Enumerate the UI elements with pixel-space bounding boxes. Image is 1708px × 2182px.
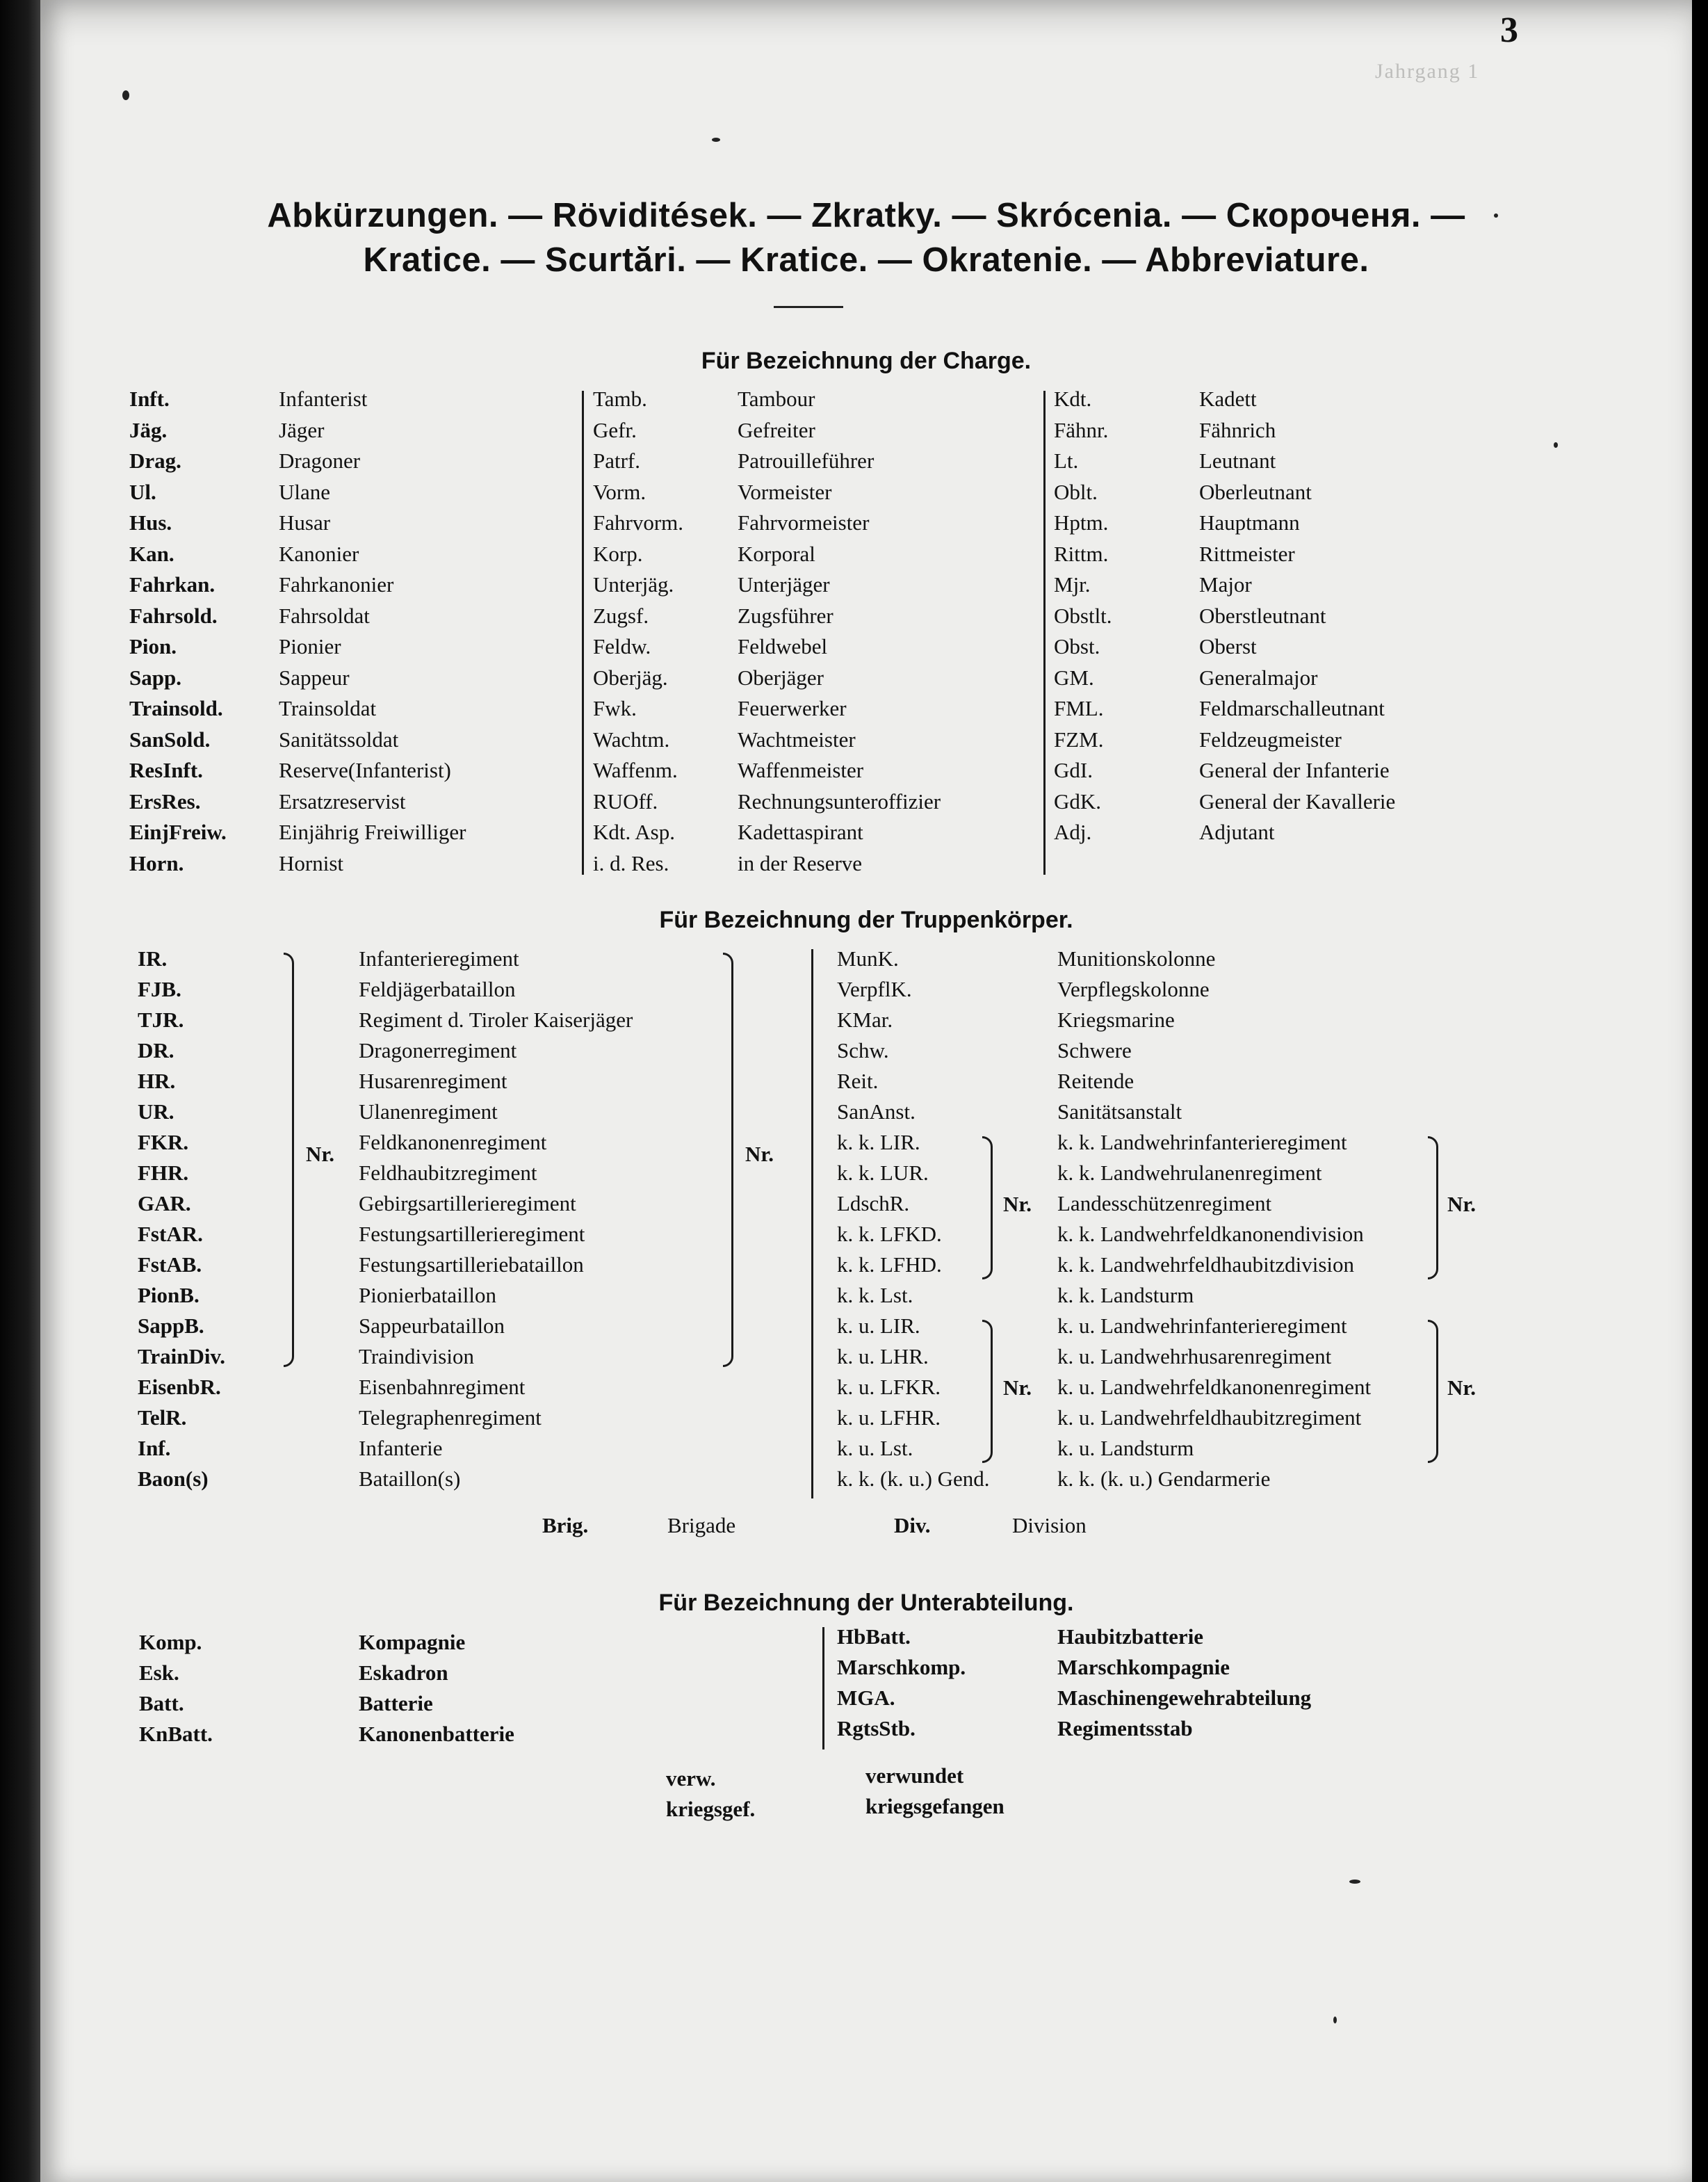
list-item: k. k. (k. u.) Gendarmerie: [1057, 1466, 1271, 1491]
sub-divider: [822, 1627, 824, 1749]
sub-right-meaning: [1057, 1622, 1311, 1744]
list-item: Vormeister: [738, 479, 832, 504]
troops-right-meaning: [1057, 944, 1371, 1494]
scan-speck: [1554, 442, 1558, 448]
list-item: Fahrvormeister: [738, 510, 870, 535]
list-item: k. k. Landwehrfeldkanonendivision: [1057, 1222, 1364, 1246]
list-item: Fahrkan.: [129, 572, 215, 597]
list-item: SanSold.: [129, 727, 211, 752]
list-item: Korp.: [593, 541, 643, 566]
list-item: Feldzeugmeister: [1199, 727, 1342, 752]
list-item: k. k. Landwehrinfanterieregiment: [1057, 1130, 1347, 1154]
charge-col2-abbr: [593, 384, 683, 879]
troops-right-abbr: [837, 944, 990, 1494]
list-item: FZM.: [1054, 727, 1104, 752]
scan-speck: [1349, 1880, 1360, 1884]
list-item: ErsRes.: [129, 789, 201, 814]
troops-mid-nr: Nr.: [745, 1142, 774, 1166]
list-item: Infanterist: [279, 387, 368, 411]
list-item: k. k. LFHD.: [837, 1252, 942, 1277]
list-item: Kriegsmarine: [1057, 1008, 1175, 1032]
list-item: k. u. Landwehrinfanterieregiment: [1057, 1314, 1347, 1338]
troops-lu-brace: [982, 1320, 993, 1463]
list-item: Leutnant: [1199, 448, 1276, 473]
list-item: Einjährig Freiwilliger: [279, 820, 466, 844]
list-item: Marschkomp.: [837, 1655, 966, 1679]
list-item: Komp.: [139, 1630, 202, 1654]
list-item: PionB.: [138, 1283, 200, 1307]
list-item: Waffenm.: [593, 758, 678, 782]
list-item: DR.: [138, 1038, 174, 1062]
list-item: HbBatt.: [837, 1624, 911, 1649]
list-item: Sapp.: [129, 665, 181, 690]
list-item: FKR.: [138, 1130, 189, 1154]
list-item: SappB.: [138, 1314, 204, 1338]
troops-rk-nr: Nr.: [1447, 1192, 1477, 1216]
list-item: Ersatzreservist: [279, 789, 406, 814]
list-item: Zugsführer: [738, 603, 833, 628]
sub-right-abbr: [837, 1622, 966, 1744]
list-item: Horn.: [129, 850, 184, 875]
troops-ru-brace: [1428, 1320, 1438, 1463]
list-item: Adj.: [1054, 820, 1092, 844]
brig-meaning: Brigade: [667, 1513, 736, 1537]
list-item: Patrouilleführer: [738, 448, 875, 473]
list-item: Munitionskolonne: [1057, 946, 1216, 971]
list-item: Kadett: [1199, 387, 1257, 411]
list-item: k. u. Lst.: [837, 1436, 913, 1460]
list-item: GdK.: [1054, 789, 1102, 814]
list-item: Korporal: [738, 541, 815, 566]
page-number: 3: [1500, 10, 1518, 50]
list-item: Kadettaspirant: [738, 820, 863, 844]
list-item: k. k. LIR.: [837, 1130, 920, 1154]
charge-col3-abbr: [1054, 384, 1112, 848]
list-item: General der Kavallerie: [1199, 789, 1396, 814]
list-item: Feldhaubitzregiment: [359, 1161, 537, 1185]
list-item: GM.: [1054, 665, 1094, 690]
list-item: IR.: [138, 946, 168, 971]
sub-extra-meaning: [865, 1761, 1005, 1822]
list-item: TrainDiv.: [138, 1344, 226, 1368]
list-item: FJB.: [138, 977, 181, 1001]
list-item: k. u. Landwehrhusarenregiment: [1057, 1344, 1332, 1368]
list-item: verw.: [666, 1766, 716, 1791]
list-item: Fahrkanonier: [279, 572, 394, 597]
list-item: k. k. LUR.: [837, 1161, 929, 1185]
troops-lk-brace: [982, 1136, 993, 1279]
list-item: Esk.: [139, 1660, 179, 1685]
troops-left-brace: [284, 953, 294, 1367]
list-item: Pionierbataillon: [359, 1283, 497, 1307]
list-item: k. k. Lst.: [837, 1283, 913, 1307]
list-item: Schwere: [1057, 1038, 1132, 1062]
list-item: k. u. LFHR.: [837, 1405, 941, 1430]
list-item: Wachtm.: [593, 727, 670, 752]
scan-speck: [1494, 213, 1498, 218]
list-item: Sappeur: [279, 665, 350, 690]
list-item: SanAnst.: [837, 1099, 916, 1124]
list-item: Telegraphenregiment: [359, 1405, 542, 1430]
list-item: Maschinengewehrabteilung: [1057, 1686, 1312, 1710]
list-item: Landesschützenregiment: [1057, 1191, 1272, 1215]
list-item: k. k. Landsturm: [1057, 1283, 1194, 1307]
troops-mid-brace: [723, 953, 733, 1367]
list-item: Jäger: [279, 417, 325, 442]
list-item: Pion.: [129, 634, 177, 658]
list-item: General der Infanterie: [1199, 758, 1390, 782]
list-item: Regiment d. Tiroler Kaiserjäger: [359, 1008, 633, 1032]
list-item: Kanonenbatterie: [359, 1722, 514, 1746]
list-item: Oberjäg.: [593, 665, 668, 690]
list-item: Baon(s): [138, 1466, 209, 1491]
document-page: [40, 0, 1692, 2182]
div-meaning: Division: [1012, 1513, 1087, 1537]
troops-left-abbr: [138, 944, 225, 1494]
list-item: Sanitätsanstalt: [1057, 1099, 1182, 1124]
list-item: Kan.: [129, 541, 174, 566]
list-item: Oberst: [1199, 634, 1257, 658]
list-item: Schw.: [837, 1038, 889, 1062]
list-item: Hptm.: [1054, 510, 1109, 535]
title-rule: [774, 306, 843, 308]
list-item: TJR.: [138, 1008, 184, 1032]
list-item: Infanterieregiment: [359, 946, 519, 971]
list-item: Lt.: [1054, 448, 1079, 473]
list-item: Obstlt.: [1054, 603, 1112, 628]
list-item: Trainsoldat: [279, 696, 377, 720]
list-item: Trainsold.: [129, 696, 223, 720]
list-item: Rittmeister: [1199, 541, 1295, 566]
list-item: k. u. Landwehrfeldhaubitzregiment: [1057, 1405, 1362, 1430]
list-item: k. u. LIR.: [837, 1314, 920, 1338]
list-item: Mjr.: [1054, 572, 1091, 597]
list-item: in der Reserve: [738, 850, 863, 875]
list-item: Major: [1199, 572, 1252, 597]
list-item: Jäg.: [129, 417, 168, 442]
list-item: k. u. LHR.: [837, 1344, 929, 1368]
list-item: LdschR.: [837, 1191, 910, 1215]
troops-divider: [811, 949, 813, 1498]
list-item: Fahrsoldat: [279, 603, 370, 628]
list-item: Unterjäger: [738, 572, 830, 597]
list-item: Kanonier: [279, 541, 359, 566]
list-item: Oblt.: [1054, 479, 1098, 504]
troops-heading: Für Bezeichnung der Truppenkörper.: [659, 907, 1073, 933]
list-item: VerpflK.: [837, 977, 912, 1001]
list-item: Reitende: [1057, 1069, 1134, 1093]
list-item: Rechnungsunteroffizier: [738, 789, 941, 814]
list-item: Feldjägerbataillon: [359, 977, 516, 1001]
list-item: Ulanenregiment: [359, 1099, 498, 1124]
list-item: Husarenregiment: [359, 1069, 507, 1093]
list-item: Festungsartillerieregiment: [359, 1222, 585, 1246]
list-item: Reserve(Infanterist): [279, 758, 451, 782]
list-item: Traindivision: [359, 1344, 474, 1368]
list-item: Kompagnie: [359, 1630, 466, 1654]
list-item: Gefreiter: [738, 417, 815, 442]
title-line-2: Kratice. — Scurtări. — Kratice. — Okratenie. — Abbreviature.: [363, 241, 1369, 279]
list-item: UR.: [138, 1099, 174, 1124]
list-item: Wachtmeister: [738, 727, 856, 752]
list-item: Obst.: [1054, 634, 1100, 658]
div-abbr: Div.: [894, 1513, 931, 1537]
list-item: Hauptmann: [1199, 510, 1300, 535]
list-item: Batterie: [359, 1691, 433, 1715]
list-item: k. k. (k. u.) Gend.: [837, 1466, 990, 1491]
list-item: FHR.: [138, 1161, 189, 1185]
list-item: Patrf.: [593, 448, 641, 473]
list-item: Rittm.: [1054, 541, 1109, 566]
list-item: Dragoner: [279, 448, 361, 473]
charge-heading: Für Bezeichnung der Charge.: [701, 348, 1032, 374]
list-item: Feldwebel: [738, 634, 828, 658]
list-item: verwundet: [865, 1763, 964, 1788]
list-item: Inf.: [138, 1436, 171, 1460]
list-item: GdI.: [1054, 758, 1093, 782]
troops-left-meaning: [359, 944, 633, 1494]
troops-lu-nr: Nr.: [1003, 1375, 1032, 1400]
list-item: EinjFreiw.: [129, 820, 227, 844]
troops-rk-brace: [1428, 1136, 1438, 1279]
charge-col2-meaning: [738, 384, 941, 879]
charge-divider-1: [582, 391, 584, 875]
scan-speck: [712, 138, 720, 142]
list-item: RUOff.: [593, 789, 658, 814]
list-item: HR.: [138, 1069, 176, 1093]
scan-edge: [0, 0, 40, 2182]
list-item: Fwk.: [593, 696, 637, 720]
list-item: Ulane: [279, 479, 331, 504]
list-item: Feldw.: [593, 634, 651, 658]
list-item: MGA.: [837, 1686, 895, 1710]
list-item: Reit.: [837, 1069, 879, 1093]
list-item: Regimentsstab: [1057, 1716, 1193, 1740]
list-item: Feldmarschalleutnant: [1199, 696, 1385, 720]
list-item: Pionier: [279, 634, 341, 658]
charge-col1-meaning: [279, 384, 466, 879]
list-item: Unterjäg.: [593, 572, 674, 597]
list-item: MunK.: [837, 946, 899, 971]
list-item: k. u. Landsturm: [1057, 1436, 1194, 1460]
list-item: Fähnrich: [1199, 417, 1276, 442]
list-item: FstAR.: [138, 1222, 203, 1246]
sub-extra-abbr: [666, 1763, 755, 1825]
list-item: k. u. Landwehrfeldkanonenregiment: [1057, 1375, 1372, 1399]
list-item: Hornist: [279, 850, 343, 875]
list-item: Fahrvorm.: [593, 510, 684, 535]
list-item: k. k. LFKD.: [837, 1222, 942, 1246]
list-item: Drag.: [129, 448, 181, 473]
troops-ru-nr: Nr.: [1447, 1375, 1477, 1400]
list-item: Infanterie: [359, 1436, 443, 1460]
list-item: Tamb.: [593, 387, 647, 411]
list-item: Festungsartilleriebataillon: [359, 1252, 584, 1277]
list-item: Oberleutnant: [1199, 479, 1312, 504]
list-item: Adjutant: [1199, 820, 1275, 844]
sub-left-abbr: [139, 1627, 213, 1749]
list-item: EisenbR.: [138, 1375, 221, 1399]
list-item: FML.: [1054, 696, 1104, 720]
list-item: Fahrsold.: [129, 603, 218, 628]
list-item: Kdt. Asp.: [593, 820, 675, 844]
list-item: Sappeurbataillon: [359, 1314, 505, 1338]
list-item: Fähnr.: [1054, 417, 1109, 442]
list-item: KnBatt.: [139, 1722, 213, 1746]
list-item: kriegsgefangen: [865, 1794, 1005, 1818]
scan-speck: [1333, 2017, 1337, 2023]
list-item: kriegsgef.: [666, 1797, 756, 1821]
list-item: TelR.: [138, 1405, 187, 1430]
list-item: Verpflegskolonne: [1057, 977, 1210, 1001]
list-item: ResInft.: [129, 758, 203, 782]
list-item: Feldkanonenregiment: [359, 1130, 547, 1154]
list-item: Tambour: [738, 387, 815, 411]
list-item: k. u. LFKR.: [837, 1375, 941, 1399]
faded-stamp: Jahrgang 1: [1375, 60, 1480, 83]
list-item: Bataillon(s): [359, 1466, 461, 1491]
list-item: Gefr.: [593, 417, 637, 442]
list-item: Dragonerregiment: [359, 1038, 517, 1062]
list-item: Eisenbahnregiment: [359, 1375, 526, 1399]
scan-speck: [122, 90, 129, 100]
sub-heading: Für Bezeichnung der Unterabteilung.: [658, 1590, 1074, 1616]
list-item: Kdt.: [1054, 387, 1092, 411]
list-item: Ul.: [129, 479, 156, 504]
brig-abbr: Brig.: [542, 1513, 589, 1537]
list-item: k. k. Landwehrfeldhaubitzdivision: [1057, 1252, 1355, 1277]
list-item: Oberstleutnant: [1199, 603, 1326, 628]
list-item: Husar: [279, 510, 331, 535]
list-item: RgtsStb.: [837, 1716, 916, 1740]
charge-col1-abbr: [129, 384, 227, 879]
list-item: Gebirgsartillerieregiment: [359, 1191, 576, 1215]
list-item: i. d. Res.: [593, 850, 669, 875]
list-item: GAR.: [138, 1191, 191, 1215]
troops-left-nr: Nr.: [306, 1142, 335, 1166]
list-item: Vorm.: [593, 479, 646, 504]
list-item: Haubitzbatterie: [1057, 1624, 1204, 1649]
list-item: Zugsf.: [593, 603, 649, 628]
troops-lk-nr: Nr.: [1003, 1192, 1032, 1216]
list-item: Hus.: [129, 510, 172, 535]
list-item: Generalmajor: [1199, 665, 1318, 690]
list-item: KMar.: [837, 1008, 893, 1032]
list-item: Batt.: [139, 1691, 184, 1715]
sub-left-meaning: [359, 1627, 514, 1749]
list-item: FstAB.: [138, 1252, 202, 1277]
list-item: Eskadron: [359, 1660, 448, 1685]
list-item: k. k. Landwehrulanenregiment: [1057, 1161, 1322, 1185]
list-item: Oberjäger: [738, 665, 824, 690]
list-item: Sanitätssoldat: [279, 727, 399, 752]
charge-col3-meaning: [1199, 384, 1395, 848]
list-item: Waffenmeister: [738, 758, 864, 782]
list-item: Marschkompagnie: [1057, 1655, 1230, 1679]
charge-divider-2: [1043, 391, 1046, 875]
list-item: Inft.: [129, 387, 170, 411]
list-item: Feuerwerker: [738, 696, 847, 720]
title-line-1: Abkürzungen. — Röviditések. — Zkratky. — Skrócenia. — Скороченя. —: [267, 197, 1465, 234]
